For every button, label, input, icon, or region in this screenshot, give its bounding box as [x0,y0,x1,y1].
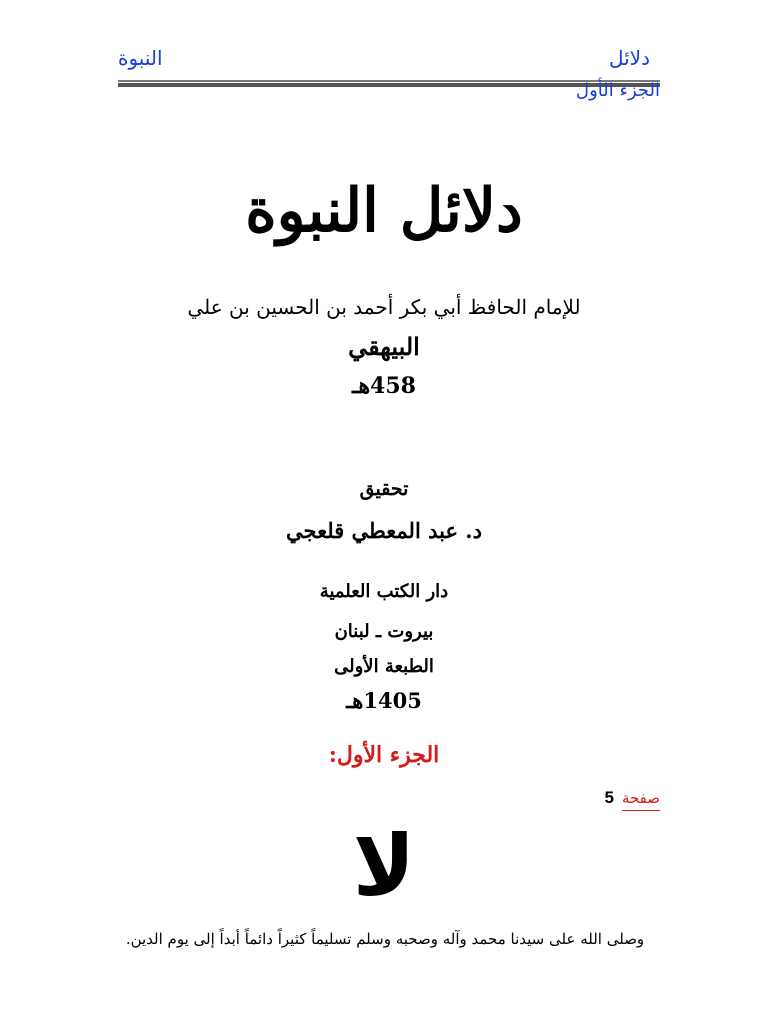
part-label: الجزء الأول: [328,742,440,768]
lam-alef-ornament: لا [352,817,416,915]
page-reference-label: صفحة [622,789,660,811]
editor-name: د. عبد المعطي قلعجي [286,518,482,543]
header-book-title-left: النبوة [118,46,163,70]
author-name: البيهقي [348,332,420,361]
tahqiq-label: تحقيق [359,478,409,500]
page-reference-number: 5 [604,788,614,807]
closing-invocation: وصلى الله على سيدنا محمد وآله وصحبه وسلم تسليماً كثيراً دائماً أبداً إلى يوم الدين. [125,930,645,948]
header-part-subtitle: الجزء الأول [576,80,660,101]
author-death-year: 458هـ [352,373,416,399]
page-reference[interactable] [604,788,660,811]
book-title: دلائل النبوة [245,176,523,246]
publisher-city: بيروت ـ لبنان [334,621,434,642]
header-book-title-right: دلائل [608,46,650,70]
edition-label: الطبعة الأولى [334,656,434,677]
publisher-name: دار الكتب العلمية [319,581,449,602]
publication-year: 1405هـ [346,688,422,713]
author-line: للإمام الحافظ أبي بكر أحمد بن الحسين بن علي [187,295,581,319]
